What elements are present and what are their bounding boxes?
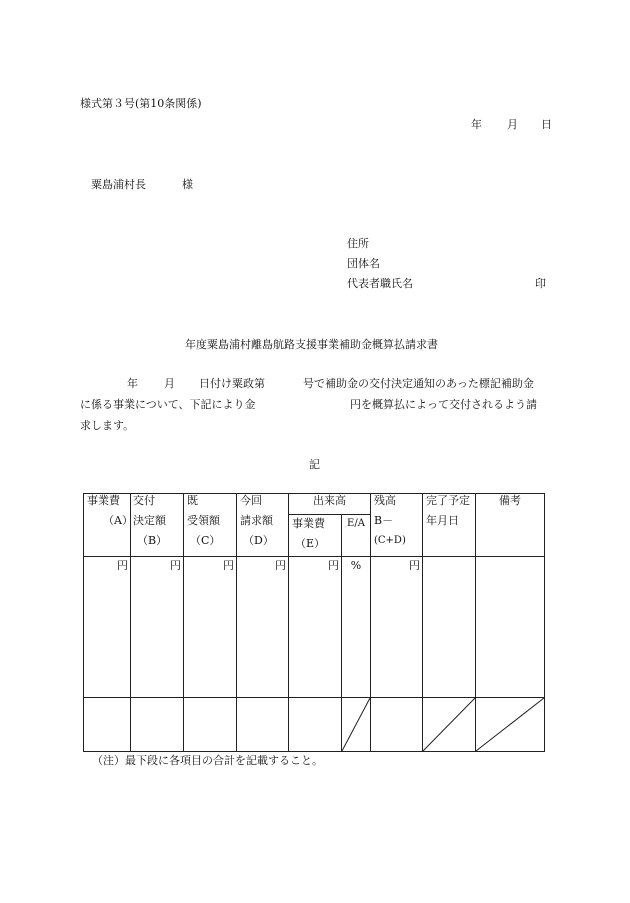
total-project-cost <box>84 698 131 752</box>
body-notice-ref: 日付け粟政第 <box>199 377 265 390</box>
addressee-name: 粟島浦村長 <box>91 178 146 191</box>
total-progress-ratio-slashed <box>342 698 371 752</box>
addressee-honorific: 様 <box>182 178 193 191</box>
cell-progress-cost: 円 <box>289 557 342 698</box>
body-continuation: 号で補助金の交付決定通知のあった標記補助金 <box>303 377 534 390</box>
cell-this-claim: 円 <box>237 557 289 698</box>
claim-table <box>83 493 545 752</box>
total-grant-decision <box>131 698 184 752</box>
header-grant-decision: 交付 決定額 （B） <box>131 494 184 557</box>
applicant-organization-label: 団体名 <box>347 257 380 270</box>
seal-mark: 印 <box>535 277 546 290</box>
total-remarks-slashed <box>476 698 545 752</box>
header-received: 既 受領額 （C） <box>184 494 237 557</box>
body-year: 年 <box>127 377 138 390</box>
applicant-representative-label: 代表者職氏名 <box>347 277 413 290</box>
body-month: 月 <box>164 377 175 390</box>
header-this-claim: 今回 請求額 （D） <box>237 494 289 557</box>
date-month: 月 <box>507 118 518 131</box>
header-progress-cost: 事業費 （E） <box>289 515 342 557</box>
cell-grant-decision: 円 <box>131 557 184 698</box>
date-year: 年 <box>471 118 482 131</box>
body-line3: 求します。 <box>80 419 135 432</box>
header-project-cost: 事業費 （A） <box>84 494 131 557</box>
header-completion: 完了予定 年月日 <box>423 494 476 557</box>
header-progress-ratio: E/A <box>342 515 371 557</box>
header-balance: 残高 B－ (C+D) <box>371 494 423 557</box>
total-received <box>184 698 237 752</box>
total-this-claim <box>237 698 289 752</box>
footnote: （注）最下段に各項目の合計を記載すること。 <box>92 754 323 767</box>
total-completion-slashed <box>423 698 476 752</box>
cell-project-cost: 円 <box>84 557 131 698</box>
cell-received: 円 <box>184 557 237 698</box>
header-remarks: 備考 <box>476 494 545 557</box>
document-title: 年度粟島浦村離島航路支援事業補助金概算払請求書 <box>185 338 438 351</box>
ki-heading: 記 <box>309 458 320 471</box>
cell-remarks <box>476 557 545 698</box>
body-line2-suffix: 円を概算払によって交付されるよう請 <box>350 398 537 411</box>
cell-progress-ratio: % <box>342 557 371 698</box>
cell-completion <box>423 557 476 698</box>
diagonal-slash <box>423 698 475 751</box>
total-progress-cost <box>289 698 342 752</box>
applicant-address-label: 住所 <box>347 237 369 250</box>
form-number: 様式第３号(第10条関係) <box>80 97 202 110</box>
date-day: 日 <box>541 118 552 131</box>
body-line2-prefix: に係る事業について、下記により金 <box>80 398 256 411</box>
diagonal-slash <box>342 698 370 751</box>
header-progress: 出来高 <box>289 494 371 515</box>
total-balance <box>371 698 423 752</box>
cell-balance: 円 <box>371 557 423 698</box>
diagonal-slash <box>476 698 544 751</box>
